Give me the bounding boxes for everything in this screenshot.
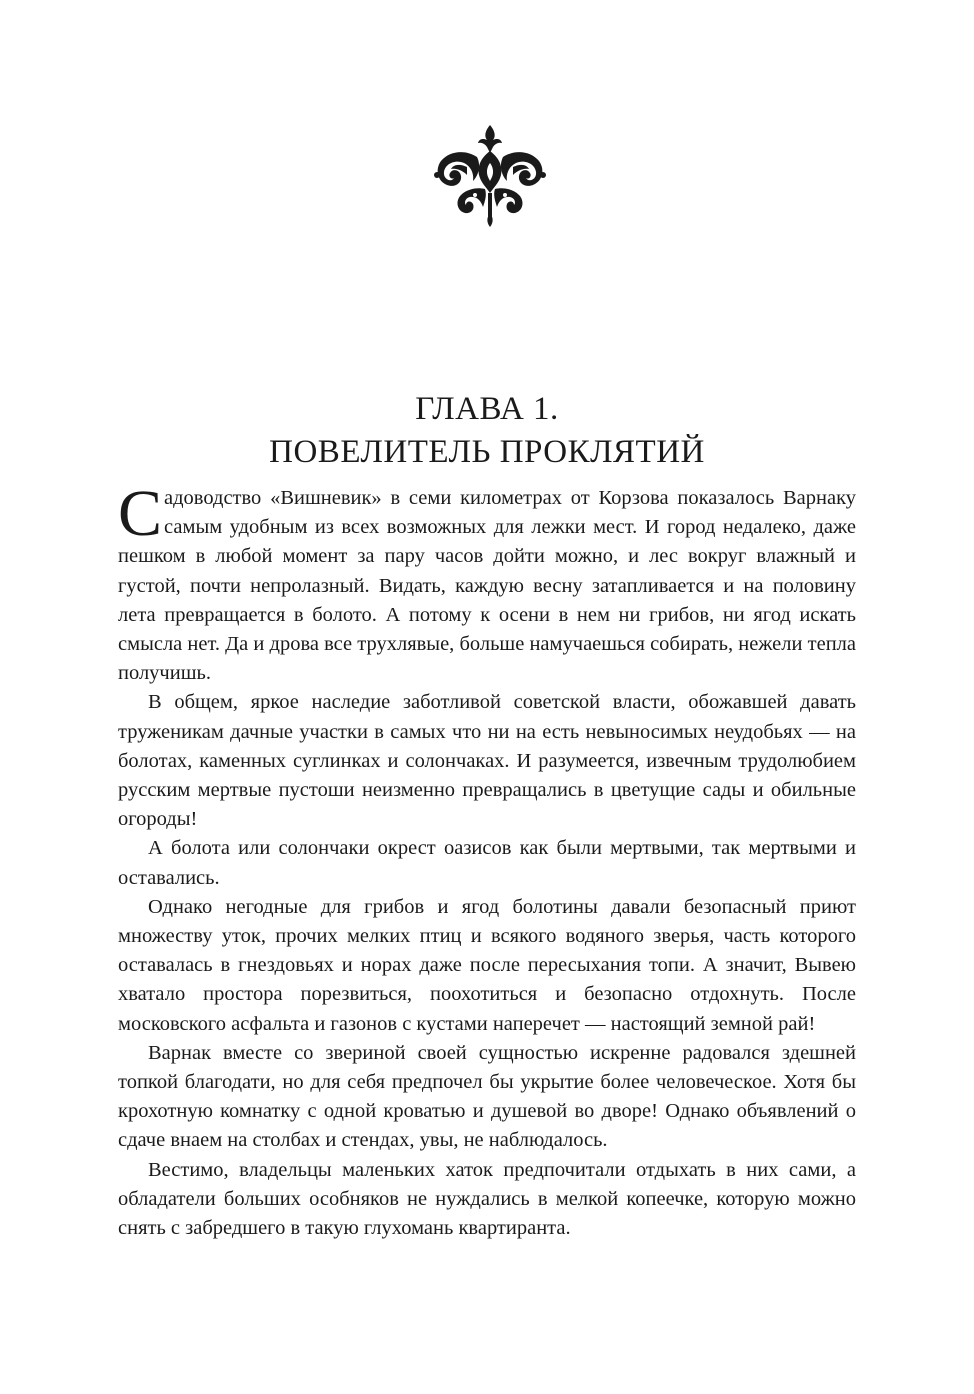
chapter-body — [118, 477, 856, 1243]
paragraph — [118, 477, 856, 688]
chapter-number: ГЛАВА 1. — [415, 391, 559, 427]
paragraph-text: адоводство «Вишневик» в семи километрах от Корзова показалось Варнаку самым удобным из всех возможных для лежки мест. И город недалеко, даже пешком в любой момент за пару часов дойти можно, и лес вокруг влажный и густой, почти непролазный. Видать, каждую весну затапливается и на половину лета превращается в болото. А потому к осени в нем ни грибов, ни ягод искать смысла нет. Да и дрова все трухлявые, больше намучаешься собирать, нежели тепла получишь. — [118, 487, 856, 685]
paragraph: Варнак вместе со звериной своей сущностью искренне радовался здешней топкой благодати, но для себя предпочел бы укрытие более человеческое. Хотя бы крохотную комнатку с одной кроватью и душевой во дворе! Однако объявлений о сдаче внаем на столбах и стендах, увы, не наблюдалось. — [118, 1041, 856, 1152]
paragraph: Однако негодные для грибов и ягод болотины давали безопасный приют множеству уток, прочих мелких птиц и всякого водяного зверья, часть которого оставалась в гнездовьях и норах даже после пересыхания топи. А значит, Вывею хватало простора порезвиться, поохотиться и безопасно отдохнуть. После московского асфальта и газонов с кустами наперечет — настоящий земной рай! — [118, 895, 856, 1035]
paragraph: В общем, яркое наследие заботливой советской власти, обожавшей давать труженикам дачные участки в самых что ни на есть невыносимых неудобьях — на болотах, каменных суглинках и солончаках. И разумеется, извечным трудолюбием русским мертвые пустоши неизменно превращались в цветущие сады и обильные огороды! — [118, 691, 856, 831]
paragraph: Вестимо, владельцы маленьких хаток предпочитали отдыхать в них сами, а обладатели больших особняков не нуждались в мелкой копеечке, которую можно снять с забредшего в такую глухомань квартиранта. — [118, 1158, 856, 1240]
drop-cap: С — [118, 477, 163, 550]
paragraph: А болота или солончаки окрест оазисов как были мертвыми, так мертвыми и оставались. — [118, 837, 856, 889]
chapter-title: ПОВЕЛИТЕЛЬ ПРОКЛЯТИЙ — [269, 434, 705, 470]
floral-ornament-icon — [427, 123, 553, 229]
chapter-heading — [120, 388, 854, 474]
